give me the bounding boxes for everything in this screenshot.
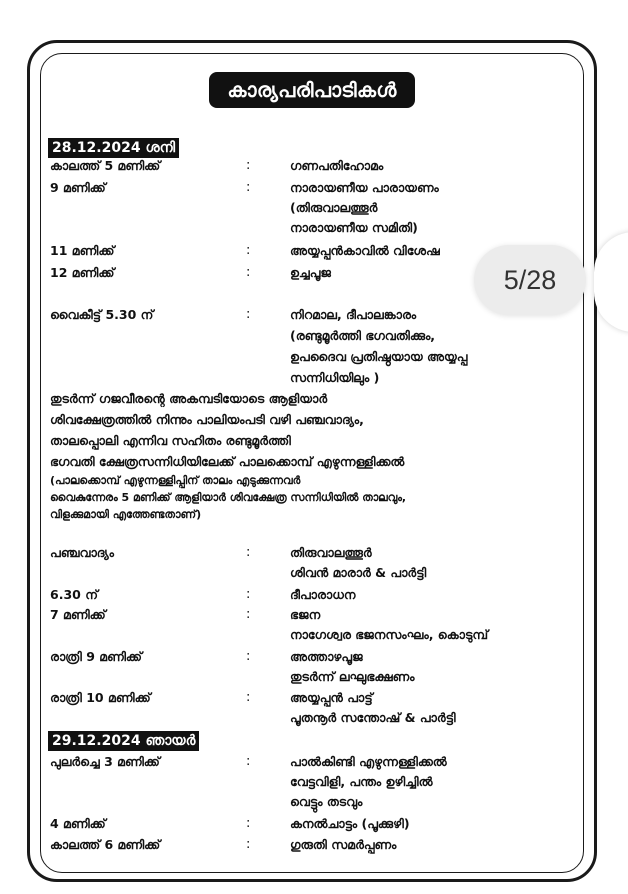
paragraph-line: തുടർന്ന് ഗജവീരന്റെ അകമ്പടിയോടെ ആളിയാർ (50, 391, 328, 406)
note-line: വൈകുന്നേരം 5 മണിക്ക് ആളിയാർ ശിവക്ഷേത്ര സന്നിധിയിൽ താലവും, (50, 491, 407, 504)
separator: : (246, 265, 251, 280)
event-line: ശിവൻ മാരാർ & പാർട്ടി (290, 565, 427, 580)
event-line: പാൽകിണ്ടി എഴുന്നള്ളിക്കൽ (290, 754, 447, 769)
separator: : (246, 158, 251, 173)
paragraph-line: ശിവക്ഷേത്രത്തിൽ നിന്നും പാലിയംപടി വഴി പഞ്ചവാദ്യം, (50, 412, 364, 427)
event-line: നാരായണീയ പാരായണം (290, 180, 439, 195)
separator: : (246, 545, 251, 560)
event-line: അയ്യപ്പൻ പാട്ട് (290, 690, 373, 705)
time-label: 12 മണിക്ക് (50, 265, 115, 280)
time-label: 7 മണിക്ക് (50, 607, 106, 622)
event-line: അയ്യപ്പൻകാവിൽ വിശേഷ (290, 243, 440, 258)
event-line: (തിരുവാലത്തൂർ (290, 200, 378, 215)
event-line: ഗണപതിഹോമം (290, 158, 384, 173)
separator: : (246, 243, 251, 258)
separator: : (246, 754, 251, 769)
time-label: രാത്രി 9 മണിക്ക് (50, 649, 142, 664)
page-indicator: 5/28 (474, 245, 586, 315)
separator: : (246, 816, 251, 831)
time-label: 4 മണിക്ക് (50, 816, 106, 831)
event-line: ദീപാരാധന (290, 587, 356, 602)
time-label: കാലത്ത് 5 മണിക്ക് (50, 158, 161, 173)
event-line: വേട്ടവിളി, പന്തം ഉഴിച്ചിൽ (290, 774, 433, 789)
time-label: വൈകീട്ട് 5.30 ന് (50, 307, 154, 322)
event-line: ഭജന (290, 607, 321, 622)
event-line: (രണ്ടുമൂർത്തി ഭഗവതിക്കും, (290, 328, 436, 343)
separator: : (246, 607, 251, 622)
time-label: 11 മണിക്ക് (50, 243, 115, 258)
note-line: വിളക്കുമായി എത്തേണ്ടതാണ്) (50, 508, 202, 521)
event-line: കനൽചാട്ടം (പൂക്കുഴി) (290, 816, 410, 831)
separator: : (246, 690, 251, 705)
page-title: കാര്യപരിപാടികൾ (209, 72, 415, 108)
separator: : (246, 587, 251, 602)
time-label: രാത്രി 10 മണിക്ക് (50, 690, 151, 705)
event-line: പൂതനൂർ സന്തോഷ് & പാർട്ടി (290, 710, 456, 725)
separator: : (246, 837, 251, 852)
event-line: അത്താഴപൂജ (290, 649, 363, 664)
event-line: ഉപദൈവ പ്രതിഷ്ഠയായ അയ്യപ്പ (290, 349, 468, 364)
note-line: (പാലക്കൊമ്പ് എഴുന്നള്ളിപ്പിന് താലം എടുക്കുന്നവർ (50, 474, 301, 487)
separator: : (246, 180, 251, 195)
event-line: തിരുവാലത്തൂർ (290, 545, 372, 560)
separator: : (246, 649, 251, 664)
event-line: സന്നിധിയിലും ) (290, 370, 380, 385)
event-line: നാഗേശ്വര ഭജനസംഘം, കൊടുമ്പ് (290, 627, 489, 642)
paragraph-line: ഭഗവതി ക്ഷേത്രസന്നിധിയിലേക്ക് പാലക്കൊമ്പ് എഴുന്നള്ളിക്കൽ (50, 454, 405, 469)
time-label: കാലത്ത് 6 മണിക്ക് (50, 837, 161, 852)
event-line: ഉച്ചപൂജ (290, 265, 331, 280)
separator: : (246, 307, 251, 322)
event-line: നിറമാല, ദീപാലങ്കാരം (290, 307, 417, 322)
paragraph-line: താലപ്പൊലി എന്നിവ സഹിതം രണ്ടുമൂർത്തി (50, 433, 291, 448)
next-page-edge-button[interactable] (594, 232, 628, 332)
date-badge-day2: 29.12.2024 ഞായർ (48, 731, 199, 751)
event-line: നാരായണീയ സമിതി) (290, 220, 418, 235)
time-label: 9 മണിക്ക് (50, 180, 106, 195)
event-line: വെട്ടും തടവും (290, 794, 363, 809)
time-label: പുലർച്ചെ 3 മണിക്ക് (50, 754, 160, 769)
time-label: പഞ്ചവാദ്യം (50, 545, 114, 560)
time-label: 6.30 ന് (50, 587, 98, 602)
event-line: ഗുരുതി സമർപ്പണം (290, 837, 397, 852)
event-line: തുടർന്ന് ലഘുഭക്ഷണം (290, 669, 415, 684)
date-badge-day1: 28.12.2024 ശനി (48, 138, 179, 158)
